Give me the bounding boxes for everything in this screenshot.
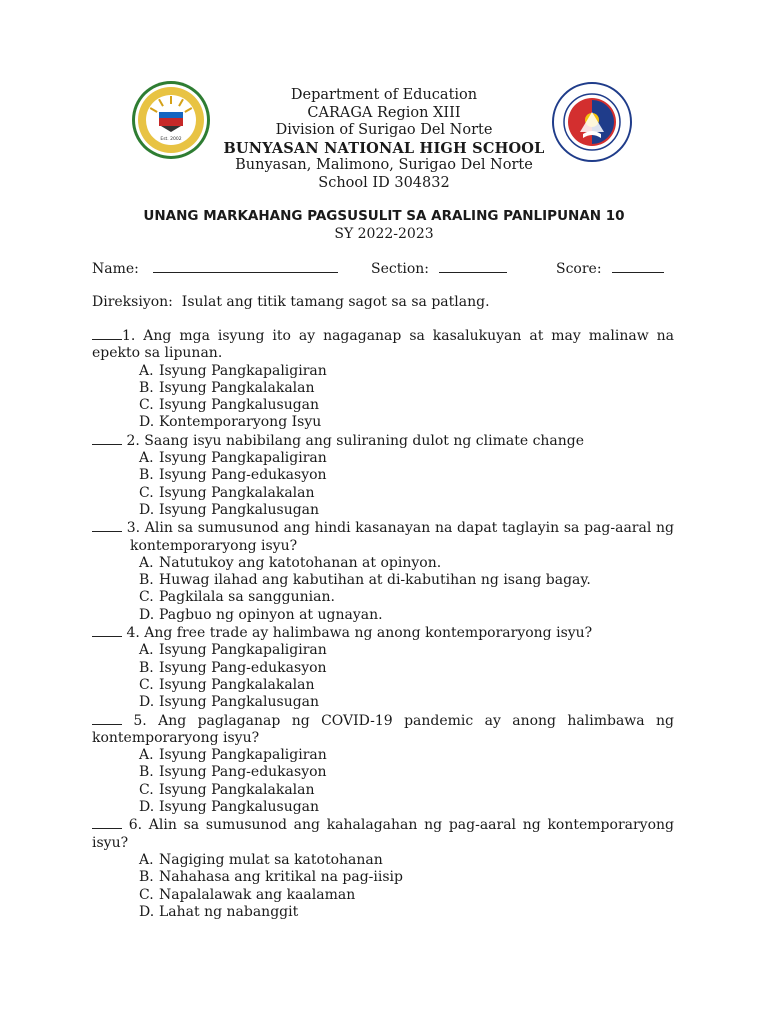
seal-year-text: Est. 2002 bbox=[160, 137, 182, 142]
score-blank[interactable] bbox=[612, 259, 664, 273]
department-line: Department of Education bbox=[290, 87, 478, 103]
choice-b: B. Huwag ilahad ang kabutihan at di-kabutihan ng isang bagay. bbox=[139, 572, 591, 589]
choice-b: B. Isyung Pangkalakalan bbox=[139, 379, 315, 396]
choice-d: D. Kontemporaryong Isyu bbox=[139, 414, 322, 431]
school-name: BUNYASAN NATIONAL HIGH SCHOOL bbox=[223, 139, 545, 157]
choice-a: A. Natutukoy ang katotohanan at opinyon. bbox=[139, 554, 442, 571]
score-label: Score: bbox=[556, 261, 602, 277]
choice-c: C. Pagkilala sa sanggunian. bbox=[139, 589, 335, 606]
choice-c: C. Isyung Pangkalakalan bbox=[139, 484, 315, 501]
question-2 bbox=[92, 432, 674, 519]
question-stem: 6. Alin sa sumusunod ang kahalagahan ng pag-aaral ng kontemporaryong isyu? bbox=[92, 817, 674, 851]
choice-a: A. Isyung Pangkapaligiran bbox=[139, 747, 327, 764]
question-list bbox=[92, 327, 674, 921]
choice-b: B. Isyung Pang-edukasyon bbox=[139, 467, 327, 484]
answer-blank[interactable] bbox=[92, 519, 122, 532]
name-blank[interactable] bbox=[153, 259, 338, 273]
answer-blank[interactable] bbox=[92, 624, 122, 637]
answer-blank[interactable] bbox=[92, 432, 122, 445]
section-blank[interactable] bbox=[439, 259, 507, 273]
choice-c: C. Isyung Pangkalakalan bbox=[139, 781, 315, 798]
choice-d: D. Lahat ng nabanggit bbox=[139, 903, 299, 920]
choice-c: C. Isyung Pangkalakalan bbox=[139, 676, 315, 693]
question-1 bbox=[92, 327, 674, 432]
question-stem: 5. Ang paglaganap ng COVID-19 pandemic ay anong halimbawa ng kontemporaryong isyu? bbox=[92, 712, 674, 746]
choice-c: C. Isyung Pangkalusugan bbox=[139, 397, 320, 414]
answer-blank[interactable] bbox=[92, 712, 122, 725]
question-5 bbox=[92, 712, 674, 817]
name-field[interactable] bbox=[92, 259, 338, 278]
school-year: SY 2022-2023 bbox=[334, 226, 434, 242]
division-line: Division of Surigao Del Norte bbox=[275, 122, 493, 139]
choice-a: A. Isyung Pangkapaligiran bbox=[139, 362, 327, 379]
question-3 bbox=[92, 519, 674, 624]
choice-b: B. Nahahasa ang kritikal na pag-iisip bbox=[139, 869, 403, 886]
question-6 bbox=[92, 816, 674, 921]
directions-text: Direksiyon: Isulat ang titik tamang sagot sa sa patlang. bbox=[92, 294, 490, 310]
choice-list bbox=[92, 642, 674, 711]
section-label: Section: bbox=[371, 261, 429, 277]
section-field[interactable] bbox=[371, 259, 507, 278]
choice-a: A. Isyung Pangkapaligiran bbox=[139, 642, 327, 659]
score-field[interactable] bbox=[556, 259, 664, 278]
choice-d: D. Isyung Pangkalusugan bbox=[139, 501, 320, 518]
school-address: Bunyasan, Malimono, Surigao Del Norte bbox=[235, 157, 533, 174]
name-label: Name: bbox=[92, 261, 139, 277]
choice-c: C. Napalalawak ang kaalaman bbox=[139, 886, 356, 903]
choice-list bbox=[92, 852, 674, 921]
question-stem: 4. Ang free trade ay halimbawa ng anong kontemporaryong isyu? bbox=[92, 624, 674, 642]
answer-blank[interactable] bbox=[92, 816, 122, 829]
answer-blank[interactable] bbox=[92, 327, 122, 340]
question-4 bbox=[92, 624, 674, 711]
choice-b: B. Isyung Pang-edukasyon bbox=[139, 764, 327, 781]
question-stem: 1. Ang mga isyung ito ay nagaganap sa kasalukuyan at may malinaw na epekto sa lipunan. bbox=[92, 328, 674, 362]
choice-d: D. Isyung Pangkalusugan bbox=[139, 799, 320, 816]
region-line: CARAGA Region XIII bbox=[307, 104, 461, 121]
choice-b: B. Isyung Pang-edukasyon bbox=[139, 659, 327, 676]
choice-list bbox=[92, 450, 674, 519]
letterhead bbox=[190, 87, 578, 193]
question-stem: 2. Saang isyu nabibilang ang suliraning dulot ng climate change bbox=[92, 432, 674, 450]
question-stem: 3. Alin sa sumusunod ang hindi kasanayan na dapat taglayin sa pag-aaral ng kontemporaryong isyu? bbox=[92, 519, 674, 555]
choice-d: D. Pagbuo ng opinyon at ugnayan. bbox=[139, 606, 383, 623]
choice-a: A. Isyung Pangkapaligiran bbox=[139, 450, 327, 467]
choice-d: D. Isyung Pangkalusugan bbox=[139, 694, 320, 711]
choice-list bbox=[92, 747, 674, 816]
choice-a: A. Nagiging mulat sa katotohanan bbox=[139, 851, 383, 868]
school-id: School ID 304832 bbox=[318, 174, 450, 191]
exam-title: UNANG MARKAHANG PAGSUSULIT SA ARALING PANLIPUNAN 10 bbox=[143, 208, 625, 224]
choice-list bbox=[92, 363, 674, 432]
choice-list bbox=[92, 555, 674, 624]
